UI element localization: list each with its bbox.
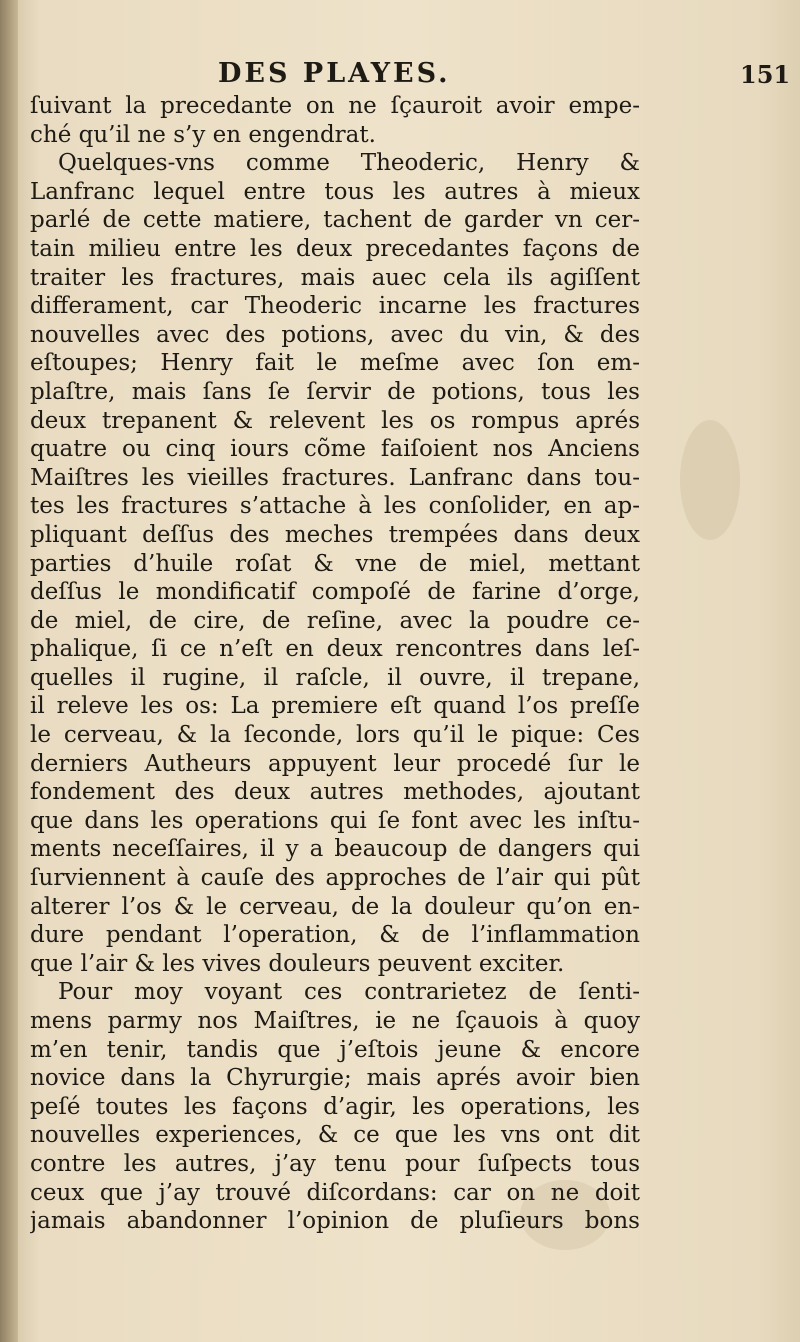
text-line: de miel, de cire, de reſine, avec la poudre ce-	[30, 607, 640, 634]
page-header	[0, 58, 800, 94]
text-line: jamais abandonner l’opinion de pluſieurs bons	[30, 1208, 640, 1235]
text-line: le cerveau, & la ſeconde, lors qu’il le pique: Ces	[30, 722, 640, 749]
text-line: Pour moy voyant ces contrarietez de ſenti-	[58, 979, 640, 1006]
text-line: differament, car Theoderic incarne les fractures	[30, 293, 640, 320]
text-line: peſé toutes les façons d’agir, les operations, les	[30, 1093, 640, 1120]
text-line: parlé de cette matiere, tachent de garder vn cer-	[30, 207, 640, 234]
text-line: nouvelles experiences, & ce que les vns ont dit	[30, 1122, 640, 1149]
text-line: ſurviennent à cauſe des approches de l’air qui pût	[30, 865, 640, 892]
text-line: Lanfranc lequel entre tous les autres à mieux	[30, 178, 640, 205]
text-line: Maiſtres les vieilles fractures. Lanfranc dans tou-	[30, 464, 640, 491]
running-title: DES PLAYES.	[218, 58, 451, 89]
text-line: pliquant deſſus des meches trempées dans deux	[30, 521, 640, 548]
text-line: eſtoupes; Henry fait le meſme avec ſon em-	[30, 350, 640, 377]
text-line: deſſus le mondificatif compoſé de farine d’orge,	[30, 579, 640, 606]
text-line: mens parmy nos Maiſtres, ie ne ſçauois à quoy	[30, 1008, 640, 1034]
text-line: parties d’huile roſat & vne de miel, mettant	[30, 550, 640, 577]
text-line: dure pendant l’operation, & de l’inflammation	[30, 922, 640, 949]
text-line: contre les autres, j’ay tenu pour ſuſpects tous	[30, 1150, 640, 1177]
text-line: ments neceſſaires, il y a beaucoup de dangers qui	[30, 836, 640, 863]
text-line: nouvelles avec des potions, avec du vin, & des	[30, 321, 640, 348]
text-line: novice dans la Chyrurgie; mais aprés avoir bien	[30, 1065, 640, 1092]
text-line: alterer l’os & le cerveau, de la douleur qu’on en-	[30, 893, 640, 920]
body-text	[30, 92, 640, 1236]
text-line: quelles il rugine, il raſcle, il ouvre, il trepane,	[30, 664, 640, 691]
text-line: il releve les os: La premiere eſt quand l’os preſſe	[30, 693, 640, 720]
text-line: ceux que j’ay trouvé diſcordans: car on ne doit	[30, 1179, 640, 1206]
text-line: ché qu’il ne s’y en engendrat.	[30, 121, 376, 148]
text-line: que dans les operations qui ſe font avec les inſtu-	[30, 807, 640, 834]
text-line: phalique, ſi ce n’eſt en deux rencontres dans leſ-	[30, 636, 640, 663]
text-line: deux trepanent & relevent les os rompus aprés	[30, 407, 640, 434]
text-line: que l’air & les vives douleurs peuvent exciter.	[30, 950, 565, 977]
text-line: m’en tenir, tandis que j’eſtois jeune & encore	[30, 1036, 640, 1063]
page-gutter-edge	[0, 0, 18, 1342]
text-line: tes les fractures s’attache à les conſolider, en ap-	[30, 493, 640, 520]
text-line: fondement des deux autres methodes, ajoutant	[30, 779, 640, 806]
text-line: Quelques-vns comme Theoderic, Henry &	[58, 150, 640, 177]
text-line: quatre ou cinq iours cõme faiſoient nos Anciens	[30, 436, 640, 463]
text-line: ſuivant la precedante on ne ſçauroit avoir empe-	[30, 93, 640, 119]
paper-stain	[680, 420, 740, 540]
text-line: traiter les fractures, mais auec cela ils agiſſent	[30, 264, 640, 291]
text-line: plaſtre, mais ſans ſe ſervir de potions, tous les	[30, 378, 640, 405]
page-number: 151	[740, 60, 791, 89]
text-line: tain milieu entre les deux precedantes façons de	[30, 235, 640, 262]
text-line: derniers Autheurs appuyent leur procedé ſur le	[30, 750, 640, 777]
